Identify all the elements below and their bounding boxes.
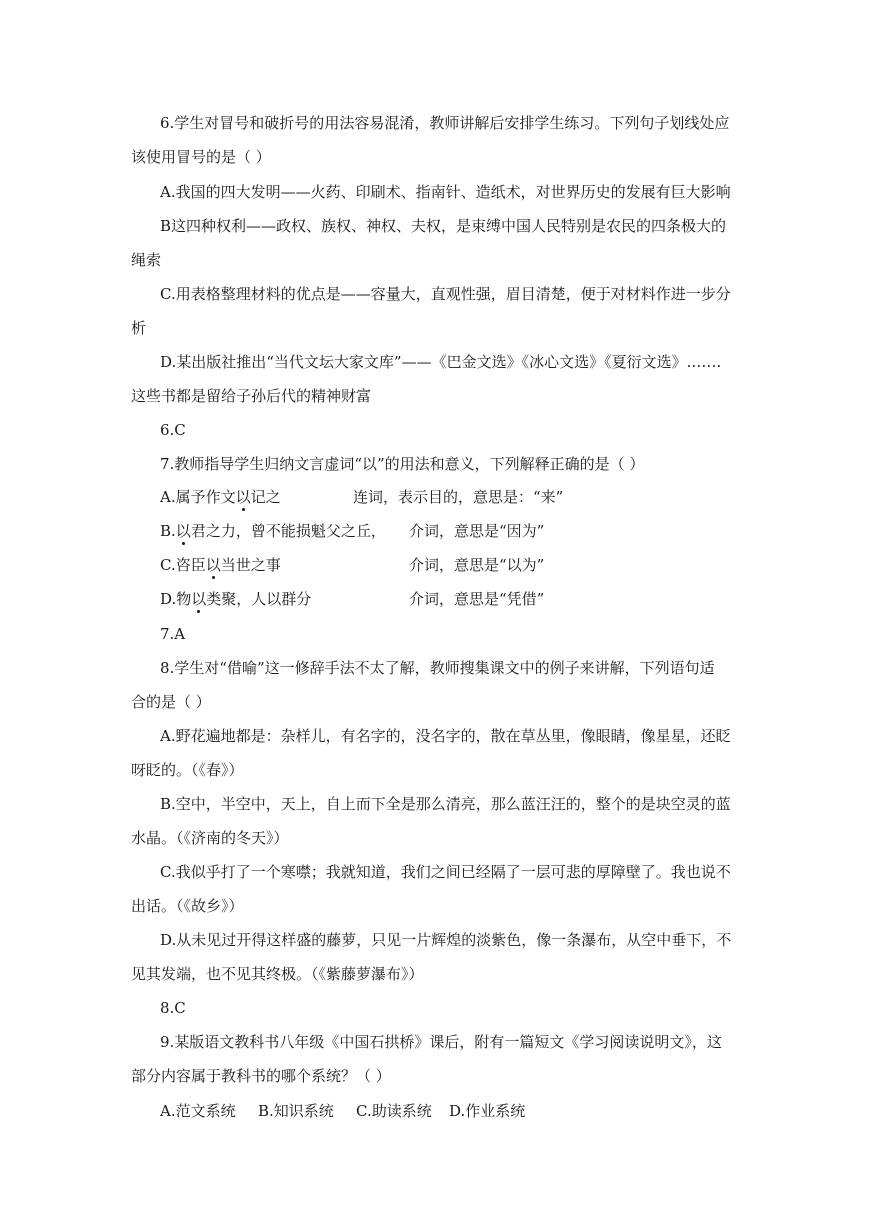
q8-option-a-line2: 呀眨的。（《春》） — [131, 761, 244, 779]
q6-answer: 6.C — [160, 421, 186, 439]
q7-b-emphasized-word: 以 — [175, 522, 191, 540]
q7-a-text-before: A.属予作文 — [160, 488, 236, 506]
q6-option-b-line2: 绳索 — [131, 251, 162, 269]
q7-answer: 7.A — [160, 625, 186, 643]
q7-d-explanation: 介词，意思是“凭借” — [409, 590, 545, 608]
q6-option-c-line1: C.用表格整理材料的优点是——容量大，直观性强，眉目清楚，便于对材料作进一步分 — [160, 285, 731, 303]
q8-stem-line1: 8.学生对“借喻”这一修辞手法不太了解，教师搜集课文中的例子来讲解，下列语句适 — [160, 659, 715, 677]
q8-option-b-line1: B.空中，半空中，天上，自上而下全是那么清亮，那么蓝汪汪的，整个的是块空灵的蓝 — [160, 795, 731, 813]
q7-option-b — [160, 521, 386, 541]
q7-b-text-before: B. — [160, 522, 176, 540]
q7-c-emphasized-word: 以 — [205, 556, 221, 574]
q8-option-b-line2: 水晶。（《济南的冬天》） — [131, 829, 289, 847]
q8-option-c-line1: C.我似乎打了一个寒噤；我就知道，我们之间已经隔了一层可悲的厚障壁了。我也说不 — [160, 863, 731, 881]
q6-option-c-line2: 析 — [131, 319, 147, 337]
q7-c-explanation: 介词，意思是“以为” — [409, 556, 545, 574]
q7-option-d — [160, 589, 311, 609]
q6-option-a: A.我国的四大发明——火药、印刷术、指南针、造纸术，对世界历史的发展有巨大影响 — [160, 183, 731, 201]
q7-a-emphasized-word: 以 — [235, 488, 251, 506]
q8-option-d-line2: 见其发端，也不见其终极。（《紫藤萝瀑布》） — [131, 965, 424, 983]
q7-d-text-after: 类聚，人以群分 — [206, 590, 312, 608]
q7-d-text-before: D.物 — [160, 590, 192, 608]
q7-b-text-after: 君之力，曾不能损魁父之丘， — [190, 522, 386, 540]
q7-option-a — [160, 487, 281, 507]
q9-option-c: C.助读系统 — [356, 1102, 432, 1120]
q7-b-explanation: 介词，意思是“因为” — [409, 522, 545, 540]
q9-option-b: B.知识系统 — [258, 1102, 334, 1120]
q9-options — [160, 1101, 525, 1121]
q8-option-c-line2: 出话。（《故乡》） — [131, 897, 244, 915]
q8-answer: 8.C — [160, 999, 186, 1017]
q8-option-a-line1: A.野花遍地都是：杂样儿，有名字的，没名字的，散在草丛里，像眼睛，像星星，还眨 — [160, 727, 731, 745]
q9-option-d: D.作业系统 — [449, 1102, 526, 1120]
q6-stem-line2: 该使用冒号的是（ ） — [131, 148, 271, 166]
q9-stem-line1: 9.某版语文教科书八年级《中国石拱桥》课后，附有一篇短文《学习阅读说明文》，这 — [160, 1033, 722, 1051]
q9-stem-line2: 部分内容属于教科书的哪个系统？（ ） — [131, 1067, 391, 1085]
q7-stem: 7.教师指导学生归纳文言虚词“以”的用法和意义，下列解释正确的是（ ） — [160, 455, 645, 473]
q6-option-d-line2: 这些书都是留给子孙后代的精神财富 — [131, 387, 372, 405]
q7-c-text-after: 当世之事 — [220, 556, 281, 574]
q9-option-a: A.范文系统 — [160, 1102, 236, 1120]
q8-stem-line2: 合的是（ ） — [131, 693, 211, 711]
q7-option-c — [160, 555, 281, 575]
q7-a-text-after: 记之 — [250, 488, 281, 506]
q7-a-explanation: 连词，表示目的，意思是：“来” — [353, 488, 564, 506]
q6-option-d-line1: D.某出版社推出“当代文坛大家文库”——《巴金文选》《冰心文选》《夏衍文选》.…… — [160, 353, 722, 371]
q8-option-d-line1: D.从未见过开得这样盛的藤萝，只见一片辉煌的淡紫色，像一条瀑布，从空中垂下，不 — [160, 931, 732, 949]
q6-option-b-line1: B这四种权利——政权、族权、神权、夫权，是束缚中国人民特别是农民的四条极大的 — [160, 217, 727, 235]
q6-stem-line1: 6.学生对冒号和破折号的用法容易混淆，教师讲解后安排学生练习。下列句子划线处应 — [160, 114, 730, 132]
q7-d-emphasized-word: 以 — [191, 590, 207, 608]
q7-c-text-before: C.咨臣 — [160, 556, 206, 574]
